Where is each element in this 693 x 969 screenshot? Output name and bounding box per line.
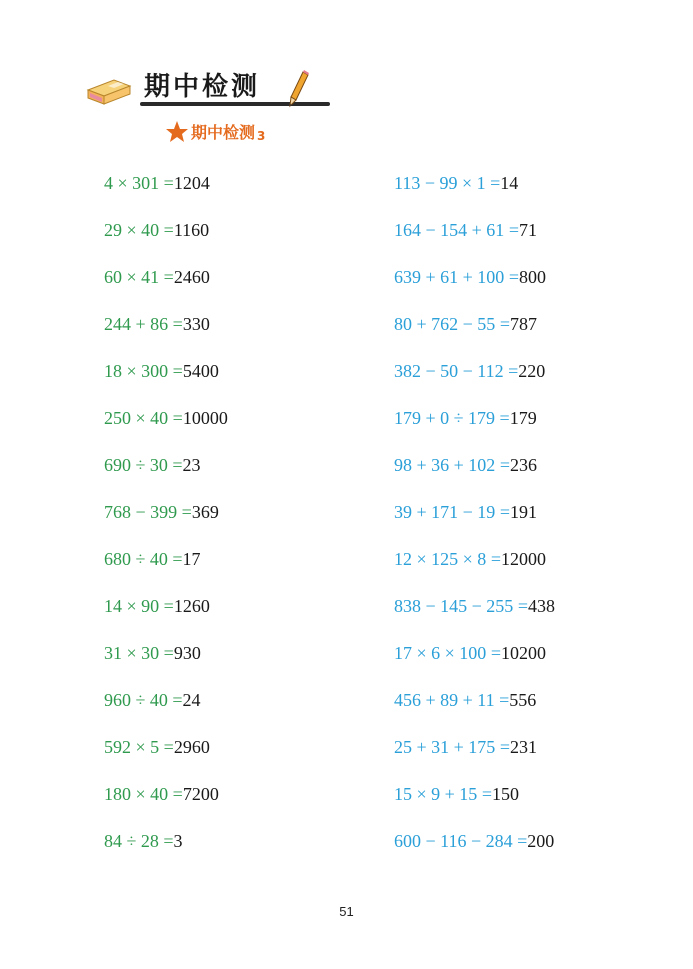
equation-answer: 150	[491, 784, 519, 804]
equation-answer: 17	[182, 549, 201, 569]
equals-sign: =	[163, 831, 174, 851]
equation-expression: 164 − 154 + 61	[394, 220, 505, 240]
equation-expression: 382 − 50 − 112	[394, 361, 504, 381]
equation-expression: 768 − 399	[104, 502, 178, 522]
equation-answer: 231	[509, 737, 537, 757]
equation-answer: 2960	[173, 737, 210, 757]
equation-expression: 98 + 36 + 102	[394, 455, 496, 475]
equation-expression: 600 − 116 − 284	[394, 831, 513, 851]
equation-expression: 84 ÷ 28	[104, 831, 159, 851]
equation-expression: 250 × 40	[104, 408, 169, 428]
equals-sign: =	[172, 455, 183, 475]
right-column	[394, 170, 555, 875]
equation-row	[104, 405, 228, 452]
equation-answer: 179	[509, 408, 537, 428]
equation-answer: 71	[518, 220, 537, 240]
equation-row	[104, 546, 228, 593]
equation-answer: 1204	[173, 173, 210, 193]
equation-expression: 80 + 762 − 55	[394, 314, 496, 334]
equation-answer: 12000	[500, 549, 546, 569]
equation-expression: 639 + 61 + 100	[394, 267, 505, 287]
equals-sign: =	[517, 596, 528, 616]
equals-sign: =	[172, 784, 183, 804]
equation-row	[104, 452, 228, 499]
equals-sign: =	[508, 267, 519, 287]
equation-answer: 787	[509, 314, 537, 334]
equation-row	[104, 687, 228, 734]
equation-row	[104, 828, 228, 875]
equation-expression: 39 + 171 − 19	[394, 502, 496, 522]
equation-answer: 236	[509, 455, 537, 475]
equation-row	[394, 311, 555, 358]
equation-expression: 680 ÷ 40	[104, 549, 168, 569]
equals-sign: =	[499, 502, 510, 522]
equals-sign: =	[163, 643, 174, 663]
equals-sign: =	[172, 690, 183, 710]
equation-row	[394, 640, 555, 687]
equation-row	[394, 546, 555, 593]
left-column	[104, 170, 228, 875]
equals-sign: =	[499, 314, 510, 334]
equation-row	[394, 828, 555, 875]
equals-sign: =	[499, 408, 510, 428]
equation-answer: 7200	[182, 784, 219, 804]
equation-expression: 18 × 300	[104, 361, 169, 381]
equation-row	[104, 264, 228, 311]
equation-answer: 200	[527, 831, 555, 851]
equation-row	[394, 452, 555, 499]
equation-row	[104, 170, 228, 217]
equation-answer: 3	[173, 831, 183, 851]
equation-row	[394, 217, 555, 264]
equation-expression: 456 + 89 + 11	[394, 690, 495, 710]
equation-row	[394, 499, 555, 546]
equation-answer: 1160	[173, 220, 210, 240]
page-number: 51	[339, 904, 354, 919]
equation-row	[394, 170, 555, 217]
equation-row	[104, 734, 228, 781]
equation-row	[104, 358, 228, 405]
equation-answer: 220	[518, 361, 546, 381]
equation-expression: 690 ÷ 30	[104, 455, 168, 475]
equals-sign: =	[499, 737, 510, 757]
equation-answer: 10000	[182, 408, 228, 428]
equation-answer: 330	[182, 314, 210, 334]
equation-expression: 179 + 0 ÷ 179	[394, 408, 496, 428]
equation-expression: 17 × 6 × 100	[394, 643, 487, 663]
equation-answer: 14	[500, 173, 519, 193]
equals-sign: =	[172, 314, 183, 334]
equation-expression: 29 × 40	[104, 220, 160, 240]
equation-expression: 592 × 5	[104, 737, 160, 757]
equation-row	[104, 311, 228, 358]
equals-sign: =	[499, 690, 510, 710]
equals-sign: =	[163, 220, 174, 240]
equation-row	[394, 358, 555, 405]
equals-sign: =	[163, 173, 174, 193]
equation-expression: 31 × 30	[104, 643, 160, 663]
equals-sign: =	[490, 549, 501, 569]
equals-sign: =	[181, 502, 192, 522]
equals-sign: =	[172, 361, 183, 381]
equals-sign: =	[163, 737, 174, 757]
equals-sign: =	[490, 173, 501, 193]
equation-row	[394, 264, 555, 311]
eraser-icon	[84, 76, 132, 106]
equals-sign: =	[481, 784, 492, 804]
equation-row	[394, 781, 555, 828]
equals-sign: =	[508, 220, 519, 240]
equation-row	[104, 781, 228, 828]
equation-expression: 60 × 41	[104, 267, 160, 287]
page-title: 期中检测	[144, 72, 261, 102]
equals-sign: =	[490, 643, 501, 663]
equals-sign: =	[163, 267, 174, 287]
equation-expression: 113 − 99 × 1	[394, 173, 486, 193]
equation-answer: 5400	[182, 361, 219, 381]
equation-expression: 180 × 40	[104, 784, 169, 804]
subtitle-label: 期中检测	[191, 123, 256, 142]
equals-sign: =	[172, 408, 183, 428]
equation-answer: 369	[191, 502, 219, 522]
equation-answer: 930	[173, 643, 201, 663]
equation-expression: 4 × 301	[104, 173, 160, 193]
equation-row	[394, 593, 555, 640]
equation-answer: 1260	[173, 596, 210, 616]
star-icon	[165, 120, 189, 144]
equation-row	[104, 217, 228, 264]
equals-sign: =	[508, 361, 519, 381]
equals-sign: =	[499, 455, 510, 475]
pencil-icon	[288, 70, 310, 108]
equation-expression: 15 × 9 + 15	[394, 784, 478, 804]
equation-answer: 191	[509, 502, 537, 522]
equation-row	[394, 405, 555, 452]
equation-expression: 25 + 31 + 175	[394, 737, 496, 757]
equation-answer: 438	[527, 596, 555, 616]
equation-answer: 556	[509, 690, 537, 710]
subtitle-text	[191, 120, 265, 143]
equation-expression: 14 × 90	[104, 596, 160, 616]
equation-answer: 800	[518, 267, 546, 287]
equation-expression: 12 × 125 × 8	[394, 549, 487, 569]
equation-row	[104, 499, 228, 546]
equals-sign: =	[172, 549, 183, 569]
equation-expression: 244 + 86	[104, 314, 169, 334]
equation-expression: 838 − 145 − 255	[394, 596, 514, 616]
equation-answer: 10200	[500, 643, 546, 663]
equation-row	[394, 734, 555, 781]
subtitle-number: 3	[257, 129, 266, 143]
equals-sign: =	[517, 831, 528, 851]
equation-row	[104, 640, 228, 687]
equation-answer: 2460	[173, 267, 210, 287]
equals-sign: =	[163, 596, 174, 616]
equation-answer: 24	[182, 690, 201, 710]
equation-answer: 23	[182, 455, 201, 475]
equation-row	[104, 593, 228, 640]
equation-row	[394, 687, 555, 734]
equation-expression: 960 ÷ 40	[104, 690, 168, 710]
